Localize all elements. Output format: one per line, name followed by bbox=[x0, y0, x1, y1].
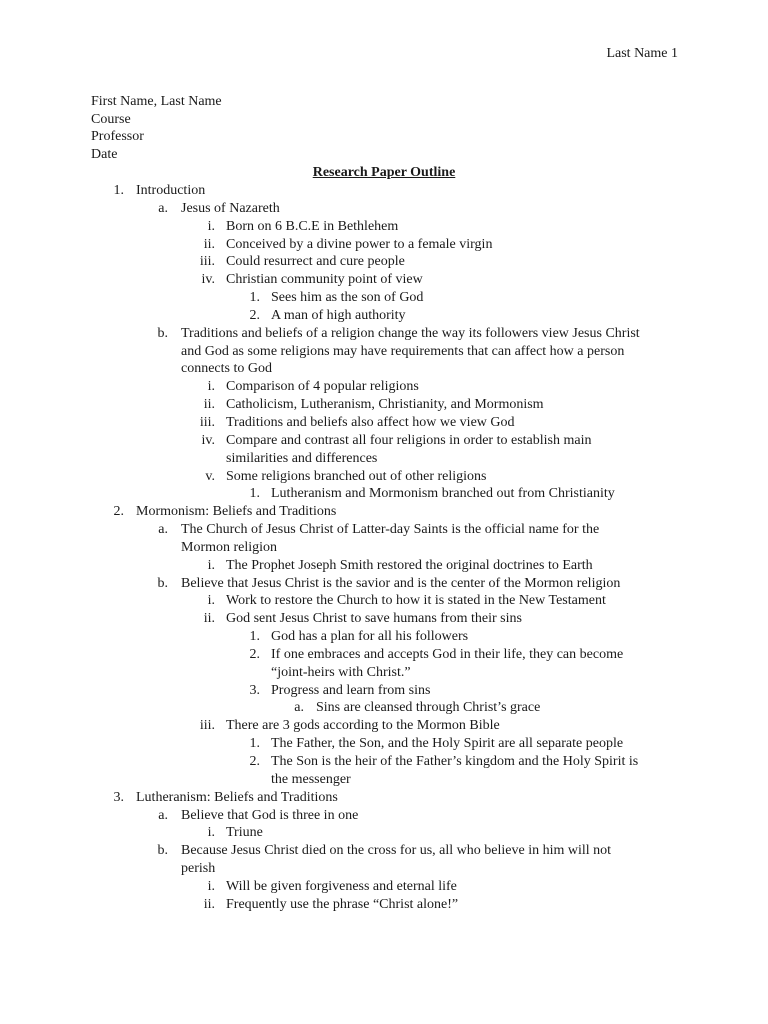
outline-item bbox=[0, 396, 768, 414]
outline-marker: i. bbox=[207, 878, 215, 894]
outline-marker: i. bbox=[207, 379, 215, 395]
outline-item bbox=[0, 414, 768, 432]
outline-list bbox=[0, 182, 768, 914]
outline-text: Comparison of 4 popular religions bbox=[226, 379, 419, 395]
outline-item-continuation bbox=[0, 343, 768, 361]
professor-name: Professor bbox=[91, 129, 144, 145]
outline-text: God sent Jesus Christ to save humans from their sins bbox=[226, 611, 522, 627]
outline-item bbox=[0, 575, 768, 593]
outline-text: Sins are cleansed through Christ’s grace bbox=[316, 700, 541, 716]
outline-text: Lutheranism: Beliefs and Traditions bbox=[136, 789, 338, 805]
outline-text: Lutheranism and Mormonism branched out from Christianity bbox=[271, 486, 615, 502]
outline-text: Will be given forgiveness and eternal life bbox=[226, 878, 457, 894]
outline-item-continuation bbox=[0, 664, 768, 682]
outline-marker: iii. bbox=[199, 718, 215, 734]
outline-text: Mormon religion bbox=[181, 539, 278, 555]
outline-marker: ii. bbox=[203, 611, 215, 627]
outline-text: Believe that God is three in one bbox=[181, 807, 359, 823]
outline-text: Frequently use the phrase “Christ alone!” bbox=[226, 896, 459, 912]
outline-marker: 2. bbox=[249, 307, 260, 323]
outline-marker: 3. bbox=[249, 682, 260, 698]
outline-item-continuation bbox=[0, 771, 768, 789]
outline-text: Because Jesus Christ died on the cross for us, all who believe in him will not bbox=[181, 843, 612, 859]
outline-item bbox=[0, 717, 768, 735]
outline-marker: i. bbox=[207, 557, 215, 573]
outline-text: Some religions branched out of other religions bbox=[226, 468, 487, 484]
outline-item bbox=[0, 289, 768, 307]
course-name: Course bbox=[91, 111, 131, 127]
outline-text: perish bbox=[181, 861, 216, 877]
outline-item-continuation bbox=[0, 450, 768, 468]
outline-text: If one embraces and accepts God in their life, they can become bbox=[271, 646, 624, 662]
outline-marker: b. bbox=[157, 843, 168, 859]
outline-item bbox=[0, 236, 768, 254]
outline-marker: v. bbox=[205, 468, 215, 484]
outline-text: The Father, the Son, and the Holy Spirit are all separate people bbox=[271, 736, 624, 752]
outline-text: “joint-heirs with Christ.” bbox=[271, 664, 411, 680]
outline-item-continuation bbox=[0, 360, 768, 378]
outline-text: connects to God bbox=[181, 361, 272, 377]
outline-marker: 1. bbox=[249, 629, 260, 645]
student-name: First Name, Last Name bbox=[91, 94, 222, 109]
outline-item bbox=[0, 628, 768, 646]
outline-text: Catholicism, Lutheranism, Christianity, and Mormonism bbox=[226, 397, 544, 413]
outline-marker: a. bbox=[158, 200, 168, 216]
outline-marker: a. bbox=[158, 807, 168, 823]
outline-item-continuation bbox=[0, 539, 768, 557]
outline-marker: 1. bbox=[249, 486, 260, 502]
outline-marker: 2. bbox=[249, 754, 260, 769]
outline-marker: 1. bbox=[113, 183, 124, 198]
outline-text: Jesus of Nazareth bbox=[181, 200, 280, 216]
outline-marker: ii. bbox=[203, 397, 215, 413]
outline-item bbox=[0, 824, 768, 842]
running-head: Last Name 1 bbox=[606, 46, 678, 61]
outline-marker: iii. bbox=[199, 254, 215, 270]
outline-marker: iii. bbox=[199, 414, 215, 430]
outline-item bbox=[0, 592, 768, 610]
outline-text: Christian community point of view bbox=[226, 272, 423, 288]
outline-item bbox=[0, 807, 768, 825]
outline-text: similarities and differences bbox=[226, 450, 378, 466]
outline-item bbox=[0, 789, 768, 807]
outline-marker: 3. bbox=[113, 789, 124, 805]
outline-text: Could resurrect and cure people bbox=[226, 254, 405, 270]
outline-item bbox=[0, 182, 768, 200]
outline-text: Work to restore the Church to how it is stated in the New Testament bbox=[226, 593, 606, 609]
outline-item bbox=[0, 432, 768, 450]
outline-item bbox=[0, 271, 768, 289]
outline-item bbox=[0, 307, 768, 325]
outline-item bbox=[0, 896, 768, 914]
outline-text: Believe that Jesus Christ is the savior and is the center of the Mormon religion bbox=[181, 575, 621, 591]
heading-block bbox=[91, 93, 222, 164]
page-title: Research Paper Outline bbox=[312, 165, 456, 180]
outline-marker: 2. bbox=[113, 504, 124, 520]
outline-text: Traditions and beliefs of a religion change the way its followers view Jesus Christ bbox=[181, 325, 640, 341]
outline-item bbox=[0, 468, 768, 486]
outline-item-continuation bbox=[0, 860, 768, 878]
outline-text: The Church of Jesus Christ of Latter-day Saints is the official name for the bbox=[181, 522, 600, 538]
outline-item bbox=[0, 682, 768, 700]
outline-text: the messenger bbox=[271, 771, 351, 787]
outline-marker: iv. bbox=[201, 272, 215, 288]
outline-marker: i. bbox=[207, 218, 215, 234]
outline-text: The Son is the heir of the Father’s kingdom and the Holy Spirit is bbox=[271, 754, 639, 769]
outline-marker: b. bbox=[157, 575, 168, 591]
outline-marker: iv. bbox=[201, 432, 215, 448]
outline-item bbox=[0, 503, 768, 521]
outline-text: Sees him as the son of God bbox=[271, 290, 424, 306]
outline-text: Introduction bbox=[136, 183, 206, 198]
outline-text: A man of high authority bbox=[271, 307, 406, 323]
outline-marker: a. bbox=[294, 700, 304, 716]
outline-text: Progress and learn from sins bbox=[271, 682, 431, 698]
outline-text: Conceived by a divine power to a female virgin bbox=[226, 236, 493, 252]
outline-text: and God as some religions may have requirements that can affect how a person bbox=[181, 343, 625, 359]
outline-item bbox=[0, 557, 768, 575]
outline-text: Mormonism: Beliefs and Traditions bbox=[136, 504, 337, 520]
outline-item bbox=[0, 218, 768, 236]
outline-text: Triune bbox=[226, 825, 263, 841]
outline-marker: i. bbox=[207, 593, 215, 609]
outline-item bbox=[0, 610, 768, 628]
outline-item bbox=[0, 521, 768, 539]
outline-marker: a. bbox=[158, 522, 168, 538]
outline-item bbox=[0, 842, 768, 860]
outline-item bbox=[0, 878, 768, 896]
outline-item bbox=[0, 485, 768, 503]
outline-marker: 2. bbox=[249, 646, 260, 662]
outline-item bbox=[0, 646, 768, 664]
outline-text: There are 3 gods according to the Mormon Bible bbox=[226, 718, 500, 734]
outline-marker: b. bbox=[157, 325, 168, 341]
outline-item bbox=[0, 753, 768, 771]
outline-marker: ii. bbox=[203, 896, 215, 912]
outline-item bbox=[0, 699, 768, 717]
outline-text: The Prophet Joseph Smith restored the original doctrines to Earth bbox=[226, 557, 593, 573]
outline-marker: ii. bbox=[203, 236, 215, 252]
outline-text: Compare and contrast all four religions in order to establish main bbox=[226, 432, 592, 448]
date: Date bbox=[91, 147, 118, 163]
outline-item bbox=[0, 200, 768, 218]
outline-text: Born on 6 B.C.E in Bethlehem bbox=[226, 218, 399, 234]
outline-marker: 1. bbox=[249, 290, 260, 306]
outline-item bbox=[0, 253, 768, 271]
outline-marker: 1. bbox=[249, 736, 260, 752]
outline-item bbox=[0, 325, 768, 343]
outline-text: Traditions and beliefs also affect how we view God bbox=[226, 414, 515, 430]
outline-item bbox=[0, 378, 768, 396]
outline-text: God has a plan for all his followers bbox=[271, 629, 469, 645]
outline-item bbox=[0, 735, 768, 753]
outline-marker: i. bbox=[207, 825, 215, 841]
